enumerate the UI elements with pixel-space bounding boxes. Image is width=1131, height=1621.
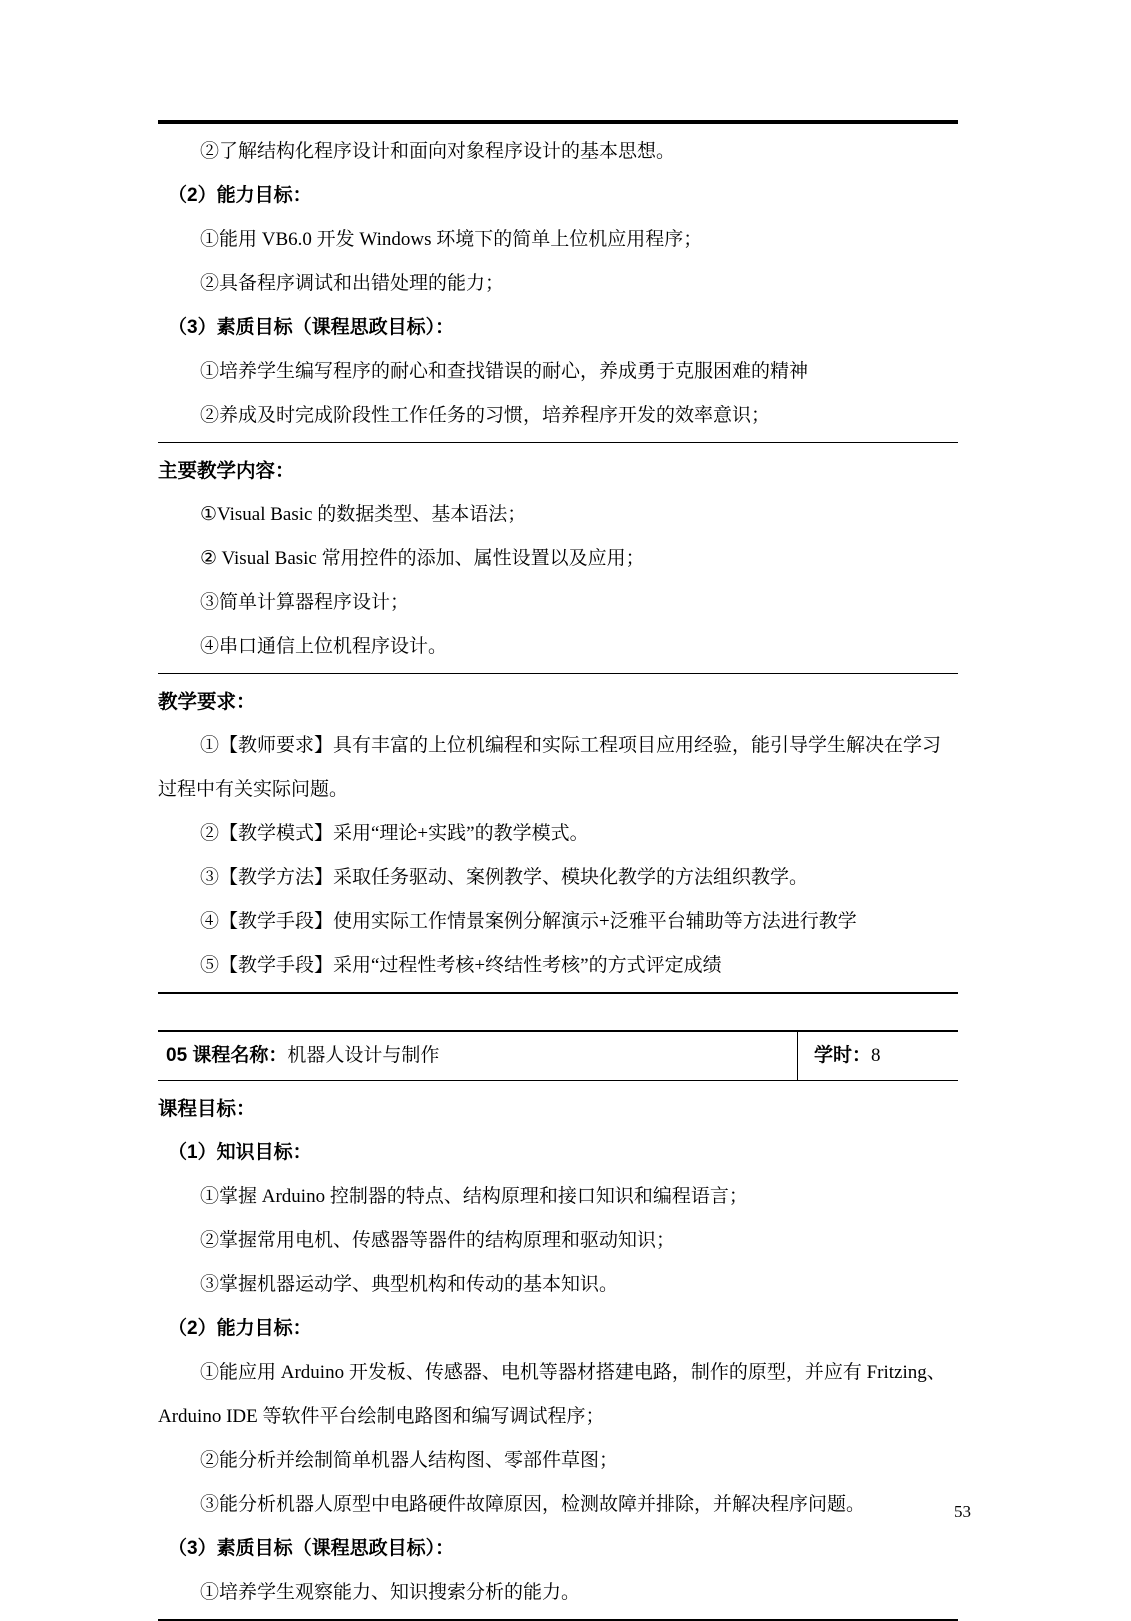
section-gap [158,994,958,1030]
knowledge-objective-label: （1）知识目标： [168,1142,312,1163]
objective-line: ②具备程序调试和出错处理的能力； [200,273,505,294]
main-content-item: ①Visual Basic 的数据类型、基本语法； [200,504,527,525]
objective-line: ①培养学生编写程序的耐心和查找错误的耐心，养成勇于克服困难的精神 [200,361,809,382]
course-title-cell [158,1032,798,1080]
course-number-label: 05 课程名称： [166,1045,288,1066]
course-hours-label: 学时： [814,1045,872,1066]
ability-objective-item: ③能分析机器人原型中电路硬件故障原因，检测故障并排除，并解决程序问题。 [200,1494,866,1515]
ability-objective-label: （2）能力目标： [168,185,312,206]
ability-objective-label: （2）能力目标： [168,1318,312,1339]
course-hours-cell [798,1032,958,1080]
teaching-requirements-heading: 教学要求： [158,691,256,713]
knowledge-objective-item: ②掌握常用电机、传感器等器件的结构原理和驱动知识； [200,1230,676,1251]
course-objectives-section [158,1081,958,1619]
page-number: 53 [954,1502,971,1521]
main-content-heading: 主要教学内容： [158,460,295,482]
teaching-requirements-section [158,674,958,992]
objective-line: ②养成及时完成阶段性工作任务的习惯，培养程序开发的效率意识； [200,405,771,426]
teaching-requirement-item: ⑤【教学手段】采用“过程性考核+终结性考核”的方式评定成绩 [200,955,722,976]
quality-objective-label: （3）素质目标（课程思政目标）： [168,1538,455,1559]
course-objectives-heading: 课程目标： [158,1098,256,1120]
main-content-item: ② Visual Basic 常用控件的添加、属性设置以及应用； [200,548,645,569]
ability-objective-item: ①能应用 Arduino 开发板、传感器、电机等器材搭建电路，制作的原型，并应有 Fritzing、Arduino IDE 等软件平台绘制电路图和编写调试程序； [158,1362,946,1427]
course-hours-value: 8 [871,1045,881,1066]
teaching-requirement-item: ④【教学手段】使用实际工作情景案例分解演示+泛雅平台辅助等方法进行教学 [200,911,857,932]
main-content-item: ③简单计算器程序设计； [200,592,410,613]
page-content [158,120,958,1621]
main-content-section [158,443,958,673]
quality-objective-label: （3）素质目标（课程思政目标）： [168,317,455,338]
objective-line: ①能用 VB6.0 开发 Windows 环境下的简单上位机应用程序； [200,229,703,250]
course-header-table [158,1030,958,1081]
teaching-requirement-item: ②【教学模式】采用“理论+实践”的教学模式。 [200,823,589,844]
knowledge-objective-item: ①掌握 Arduino 控制器的特点、结构原理和接口知识和编程语言； [200,1186,748,1207]
knowledge-objective-item: ③掌握机器运动学、典型机构和传动的基本知识。 [200,1274,619,1295]
quality-objective-item: ①培养学生观察能力、知识搜索分析的能力。 [200,1582,581,1603]
teaching-requirement-item: ③【教学方法】采取任务驱动、案例教学、模块化教学的方法组织教学。 [200,867,809,888]
ability-objective-item: ②能分析并绘制简单机器人结构图、零部件草图； [200,1450,619,1471]
teaching-requirement-item: ①【教师要求】具有丰富的上位机编程和实际工程项目应用经验，能引导学生解决在学习过程中有关实际问题。 [158,735,942,800]
course-name-value: 机器人设计与制作 [287,1045,440,1066]
objective-line: ②了解结构化程序设计和面向对象程序设计的基本思想。 [200,141,676,162]
main-content-item: ④串口通信上位机程序设计。 [200,636,448,657]
objectives-continuation [158,124,958,442]
